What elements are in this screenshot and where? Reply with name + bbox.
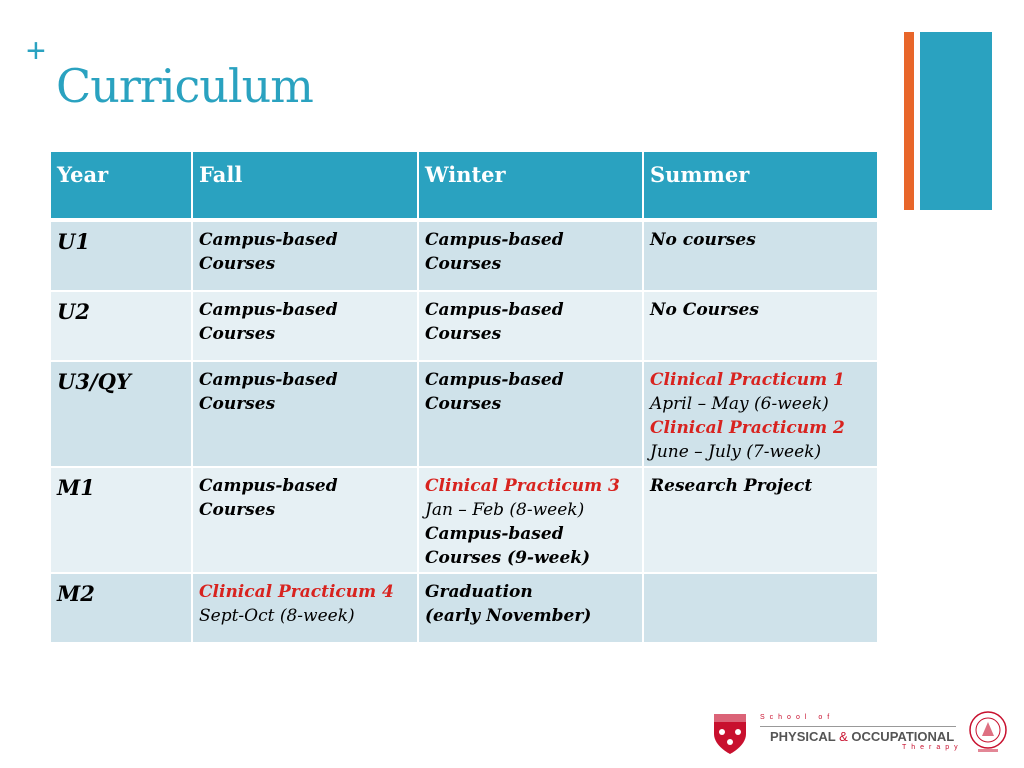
cell-line: Campus-based [199, 230, 338, 250]
cell-line: No courses [650, 230, 756, 250]
cell-summer [644, 468, 877, 574]
cell-line: Campus-based [199, 370, 338, 390]
cell-winter [419, 292, 644, 362]
cell-fall [193, 468, 419, 574]
accent-bar-blue [920, 32, 992, 210]
header-summer: Summer [644, 152, 877, 222]
logo-physical-occupational: PHYSICAL & OCCUPATIONAL [770, 729, 955, 744]
cell-summer [644, 222, 877, 292]
table-header-row [51, 152, 877, 222]
header-winter: Winter [419, 152, 644, 222]
cell-line: (early November) [425, 606, 592, 626]
header-year: Year [51, 152, 193, 222]
cell-line: Campus-based [425, 300, 564, 320]
cell-fall [193, 362, 419, 468]
cell-line: June – July (7-week) [650, 442, 822, 462]
cell-line: Jan – Feb (8-week) [425, 500, 585, 520]
curriculum-table [51, 152, 877, 644]
accent-bar-orange [904, 32, 914, 210]
logo-school-of: School of [760, 714, 835, 721]
cell-line: Courses [425, 324, 502, 344]
cell-line: Courses [425, 394, 502, 414]
cell-line: Clinical Practicum 1 [650, 370, 845, 390]
cell-winter [419, 362, 644, 468]
cell-winter [419, 468, 644, 574]
cell-year: M1 [51, 468, 193, 574]
cell-line: Research Project [650, 476, 813, 496]
table-row [51, 292, 877, 362]
cell-year: U1 [51, 222, 193, 292]
cell-line: Courses [425, 254, 502, 274]
cell-summer [644, 292, 877, 362]
cell-winter [419, 222, 644, 292]
cell-fall [193, 574, 419, 644]
cell-line: Campus-based [425, 230, 564, 250]
cell-summer [644, 574, 877, 644]
cell-line: Courses (9-week) [425, 548, 591, 568]
cell-fall [193, 292, 419, 362]
cell-line: Clinical Practicum 2 [650, 418, 845, 438]
cell-line: Campus-based [425, 524, 564, 544]
header-fall: Fall [193, 152, 419, 222]
mcgill-shield-icon [712, 712, 748, 756]
table-row [51, 468, 877, 574]
cell-winter [419, 574, 644, 644]
cell-line: Graduation [425, 582, 533, 602]
cell-fall [193, 222, 419, 292]
cell-summer [644, 362, 877, 468]
cell-year: M2 [51, 574, 193, 644]
table-row [51, 362, 877, 468]
table-row [51, 574, 877, 644]
cell-year: U3/QY [51, 362, 193, 468]
cell-line: Campus-based [425, 370, 564, 390]
logo-therapy: Therapy [902, 744, 963, 751]
cell-line: Clinical Practicum 3 [425, 476, 620, 496]
cell-year: U2 [51, 292, 193, 362]
slide-title: Curriculum [56, 59, 313, 113]
cell-line: April – May (6-week) [650, 394, 829, 414]
table-row [51, 222, 877, 292]
cell-line: Sept-Oct (8-week) [199, 606, 355, 626]
cell-line: Clinical Practicum 4 [199, 582, 394, 602]
cell-line: Courses [199, 254, 276, 274]
cell-line: No Courses [650, 300, 759, 320]
university-seal-icon [968, 710, 1008, 754]
cell-line: Courses [199, 500, 276, 520]
school-logo [712, 710, 1012, 760]
cell-line: Campus-based [199, 300, 338, 320]
cell-line: Courses [199, 394, 276, 414]
cell-line: Courses [199, 324, 276, 344]
logo-rule [760, 726, 956, 727]
cell-line: Campus-based [199, 476, 338, 496]
plus-mark: + [26, 32, 46, 70]
